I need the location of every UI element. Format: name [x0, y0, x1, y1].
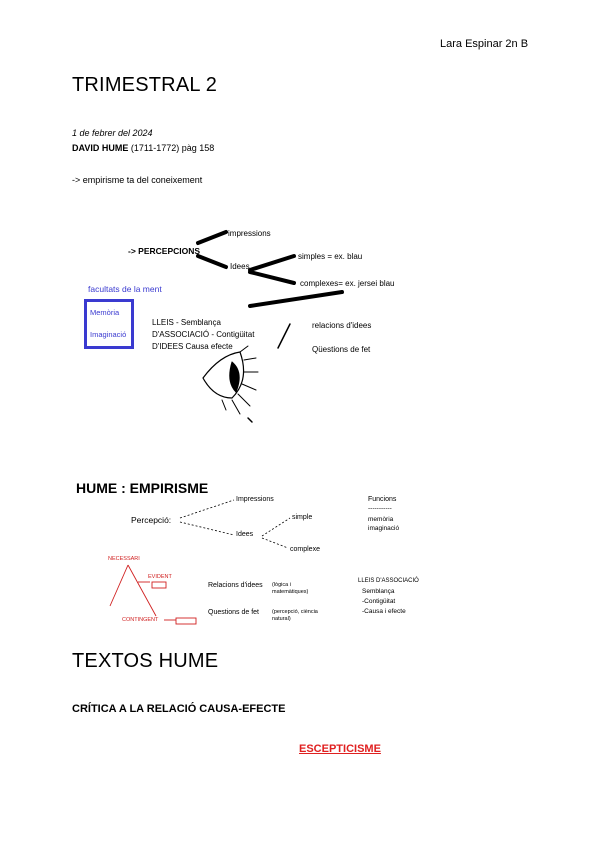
d2-imaginacio: imaginació: [368, 525, 400, 532]
sketch-questions: Qüestions de fet: [312, 345, 371, 354]
date-line: 1 de febrer del 2024: [72, 128, 153, 138]
subject-rest: (1711-1772) pàg 158: [128, 143, 215, 153]
d2-funcions: Funcions: [368, 496, 397, 503]
d2-lleis-1: Semblança: [362, 588, 395, 595]
critica-heading: CRÍTICA A LA RELACIÓ CAUSA-EFECTE: [72, 703, 286, 715]
sketch-line-complexes: [250, 272, 294, 283]
sketch-imaginacio: Imaginació: [90, 330, 127, 339]
red-line-right: [128, 565, 156, 616]
d2-idees: Idees: [236, 531, 254, 538]
sketch-eye-pupil: [230, 362, 239, 392]
sketch-lleis-3: D'IDEES Causa efecte: [152, 342, 233, 351]
sketch-simples: simples = ex. blau: [298, 252, 363, 261]
sketch-impressions: impressions: [228, 229, 271, 238]
d2-lleis-3: -Causa i efecte: [362, 608, 406, 615]
sketch-facultats: facultats de la ment: [88, 284, 162, 294]
sketch-line-simples: [250, 256, 294, 270]
d2-memoria: memòria: [368, 516, 394, 523]
d2-lleis: LLEIS D'ASSOCIACIÓ: [358, 578, 419, 584]
red-line-left: [110, 565, 128, 606]
d2-contingent: CONTINGENT: [122, 617, 159, 623]
d2-evident: EVIDENT: [148, 574, 172, 580]
sketch-lleis-2: D'ASSOCIACIÓ - Contigüitat: [152, 330, 255, 339]
section-title-trimestral: TRIMESTRAL 2: [72, 74, 218, 96]
d2-dashes: -----------: [368, 505, 392, 512]
subject-name: DAVID HUME: [72, 143, 129, 153]
d2-impressions: Impressions: [236, 496, 274, 503]
sketch-line-lleis: [250, 292, 342, 306]
author-name: Lara Espinar 2n B: [440, 38, 529, 50]
d2-percepcio: Percepció:: [131, 515, 172, 525]
d2-questions-note: (percepció, ciència natural): [272, 609, 318, 622]
sketch-memoria: Memòria: [90, 308, 120, 317]
d2-lleis-2: -Contigüitat: [362, 598, 396, 605]
d2-relacions: Relacions d'idees: [208, 582, 263, 589]
sketch-line-idees: [198, 256, 226, 267]
sketch-percepcions: -> PERCEPCIONS: [128, 246, 201, 256]
d2-complexe: complexe: [290, 546, 320, 553]
sketch-idees: Idees: [230, 262, 250, 271]
topic-line: -> empirisme ta del coneixement: [72, 175, 203, 185]
sketch-relacions: relacions d'idees: [312, 321, 372, 330]
d2-necessari: NECESSARI: [108, 556, 140, 562]
sketch-complexes: complexes= ex. jersei blau: [300, 279, 395, 288]
sketch-line-impressions: [198, 232, 226, 243]
sketch-lleis-1: LLEIS - Semblança: [152, 318, 221, 327]
d2-relacions-note: (lògica i matemàtiques): [272, 582, 309, 595]
escepticisme-heading: ESCEPTICISME: [299, 743, 381, 755]
d2-questions: Questions de fet: [208, 609, 259, 616]
red-box-evident: [152, 582, 166, 588]
sketch-line-divider: [278, 324, 290, 348]
section-title-textos: TEXTOS HUME: [72, 650, 219, 672]
facultats-box: [84, 299, 134, 349]
red-box-contingent: [176, 618, 196, 624]
d2-simple: simple: [292, 514, 313, 521]
hume-empirisme-title: HUME : EMPIRISME: [76, 480, 209, 496]
